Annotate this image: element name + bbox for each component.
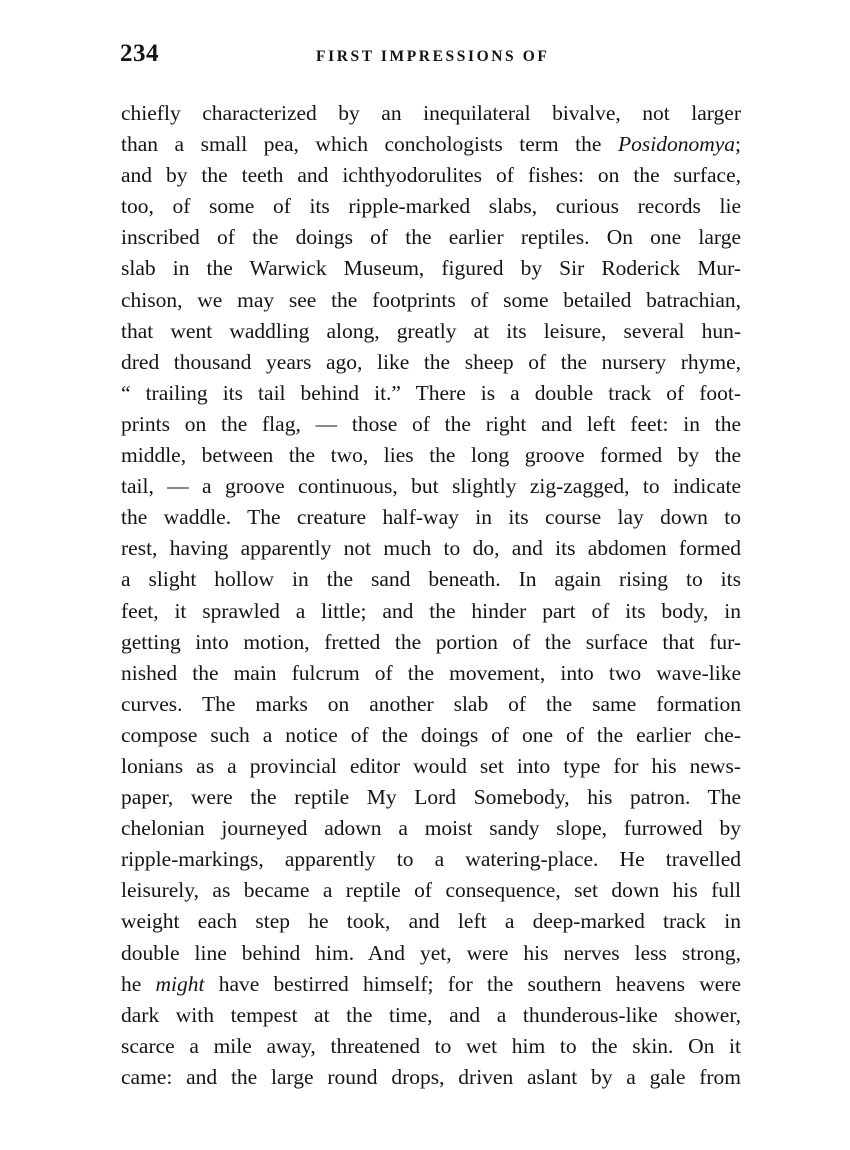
text-segment: dark with tempest at the time, and a thunderous-like shower, xyxy=(121,1002,741,1027)
text-segment: he xyxy=(121,971,156,996)
text-line xyxy=(121,160,741,191)
body-text xyxy=(121,98,741,1093)
text-line xyxy=(121,98,741,129)
text-segment: ; xyxy=(735,132,741,157)
text-line xyxy=(121,129,741,160)
text-line xyxy=(121,938,741,969)
text-segment: came: and the large round drops, driven aslant by a gale from xyxy=(121,1064,741,1089)
text-segment: tail, — a groove continuous, but slightly zig-zagged, to indicate xyxy=(121,474,741,499)
text-line xyxy=(121,285,741,316)
text-segment: nished the main fulcrum of the movement, into two wave-like xyxy=(121,660,741,685)
text-line xyxy=(121,720,741,751)
text-line xyxy=(121,347,741,378)
text-segment: rest, having apparently not much to do, and its abdomen formed xyxy=(121,536,741,561)
text-segment: leisurely, as became a reptile of consequence, set down his full xyxy=(121,878,741,903)
text-line xyxy=(121,969,741,1000)
text-segment: curves. The marks on another slab of the same formation xyxy=(121,691,741,716)
text-line xyxy=(121,533,741,564)
text-segment: lonians as a provincial editor would set into type for his news- xyxy=(121,753,741,778)
text-line xyxy=(121,875,741,906)
text-segment: double line behind him. And yet, were his nerves less strong, xyxy=(121,940,741,965)
text-segment: a slight hollow in the sand beneath. In again rising to its xyxy=(121,567,741,592)
text-segment: than a small pea, which conchologists term the xyxy=(121,132,618,157)
text-line xyxy=(121,222,741,253)
text-line xyxy=(121,658,741,689)
text-line xyxy=(121,316,741,347)
text-segment: getting into motion, fretted the portion of the surface that fur- xyxy=(121,629,741,654)
text-line xyxy=(121,627,741,658)
text-line xyxy=(121,689,741,720)
text-line xyxy=(121,844,741,875)
text-line xyxy=(121,253,741,284)
text-segment: compose such a notice of the doings of one of the earlier che- xyxy=(121,722,741,747)
text-line xyxy=(121,782,741,813)
text-line xyxy=(121,751,741,782)
text-segment: feet, it sprawled a little; and the hinder part of its body, in xyxy=(121,598,741,623)
text-line xyxy=(121,191,741,222)
text-segment: slab in the Warwick Museum, figured by Sir Roderick Mur- xyxy=(121,256,741,281)
text-line xyxy=(121,1062,741,1093)
text-segment: that went waddling along, greatly at its leisure, several hun- xyxy=(121,318,741,343)
text-segment: and by the teeth and ichthyodorulites of fishes: on the surface, xyxy=(121,163,741,188)
running-title: FIRST IMPRESSIONS OF xyxy=(316,48,550,65)
text-line xyxy=(121,409,741,440)
text-segment: the waddle. The creature half-way in its course lay down to xyxy=(121,505,741,530)
text-line xyxy=(121,813,741,844)
text-line xyxy=(121,1000,741,1031)
text-segment: “ trailing its tail behind it.” There is a double track of foot- xyxy=(121,380,741,405)
text-line xyxy=(121,906,741,937)
text-segment: inscribed of the doings of the earlier reptiles. On one large xyxy=(121,225,741,250)
text-segment: weight each step he took, and left a deep-marked track in xyxy=(121,909,741,934)
text-segment: ripple-markings, apparently to a watering-place. He travelled xyxy=(121,847,741,872)
text-line xyxy=(121,564,741,595)
text-segment: chiefly characterized by an inequilateral bivalve, not larger xyxy=(121,101,741,125)
text-segment: too, of some of its ripple-marked slabs, curious records lie xyxy=(121,194,741,219)
text-line xyxy=(121,596,741,627)
running-head xyxy=(120,40,740,80)
text-segment: prints on the flag, — those of the right and left feet: in the xyxy=(121,411,741,436)
italic-text: Posidonomya xyxy=(617,132,736,157)
text-segment: scarce a mile away, threatened to wet him to the skin. On it xyxy=(121,1033,741,1058)
text-line xyxy=(121,471,741,502)
text-segment: dred thousand years ago, like the sheep of the nursery rhyme, xyxy=(121,349,741,374)
text-line xyxy=(121,1031,741,1062)
text-segment: chelonian journeyed adown a moist sandy slope, furrowed by xyxy=(121,816,741,841)
text-segment: have bestirred himself; for the southern heavens were xyxy=(204,971,741,996)
page-number: 234 xyxy=(120,40,159,67)
italic-text: might xyxy=(155,971,205,996)
text-segment: chison, we may see the footprints of some betailed batrachian, xyxy=(121,287,741,312)
text-line xyxy=(121,378,741,409)
text-segment: middle, between the two, lies the long groove formed by the xyxy=(121,443,741,468)
text-segment: paper, were the reptile My Lord Somebody, his patron. The xyxy=(121,785,741,810)
text-line xyxy=(121,440,741,471)
text-line xyxy=(121,502,741,533)
